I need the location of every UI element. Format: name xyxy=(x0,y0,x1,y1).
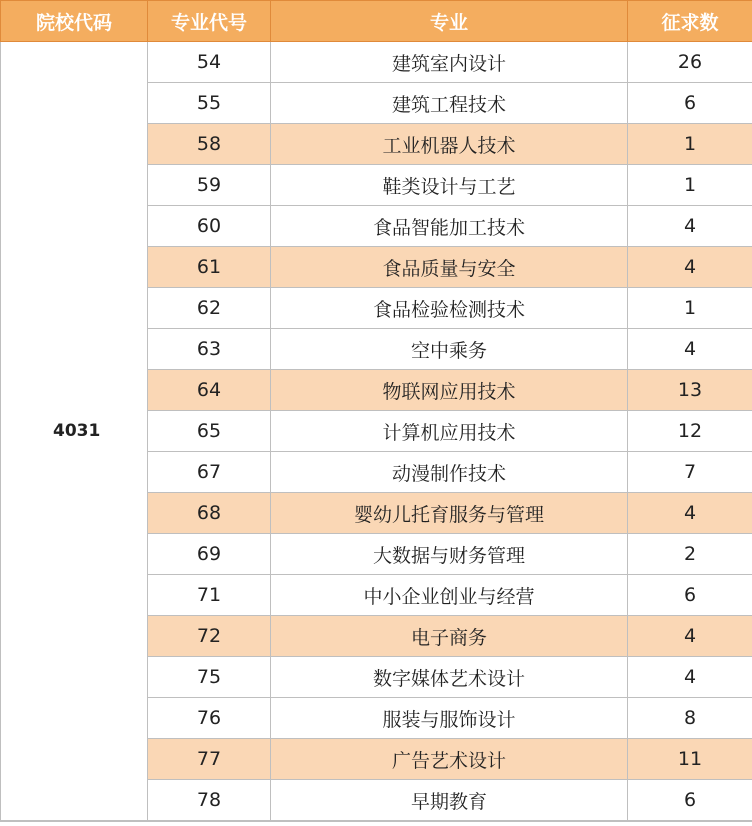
count-cell: 4 xyxy=(628,329,752,370)
major-code-cell: 65 xyxy=(148,411,271,452)
major-code-cell: 61 xyxy=(148,247,271,288)
major-name-cell: 早期教育 xyxy=(271,780,628,821)
major-name-cell: 鞋类设计与工艺 xyxy=(271,165,628,206)
major-name-cell: 物联网应用技术 xyxy=(271,370,628,411)
table-row xyxy=(1,42,752,83)
major-code-cell: 59 xyxy=(148,165,271,206)
count-cell: 1 xyxy=(628,165,752,206)
major-code-cell: 64 xyxy=(148,370,271,411)
major-code-cell: 77 xyxy=(148,739,271,780)
major-name-cell: 食品检验检测技术 xyxy=(271,288,628,329)
count-cell: 6 xyxy=(628,83,752,124)
count-cell: 4 xyxy=(628,247,752,288)
major-name-cell: 工业机器人技术 xyxy=(271,124,628,165)
major-code-cell: 78 xyxy=(148,780,271,821)
major-code-cell: 71 xyxy=(148,575,271,616)
major-name-cell: 大数据与财务管理 xyxy=(271,534,628,575)
major-name-cell: 广告艺术设计 xyxy=(271,739,628,780)
header-count: 征求数 xyxy=(628,1,752,42)
count-cell: 6 xyxy=(628,780,752,821)
count-cell: 4 xyxy=(628,657,752,698)
major-name-cell: 电子商务 xyxy=(271,616,628,657)
major-name-cell: 食品质量与安全 xyxy=(271,247,628,288)
major-code-cell: 60 xyxy=(148,206,271,247)
count-cell: 4 xyxy=(628,616,752,657)
count-cell: 11 xyxy=(628,739,752,780)
major-code-cell: 54 xyxy=(148,42,271,83)
major-code-cell: 75 xyxy=(148,657,271,698)
major-name-cell: 动漫制作技术 xyxy=(271,452,628,493)
count-cell: 8 xyxy=(628,698,752,739)
major-code-cell: 69 xyxy=(148,534,271,575)
major-code-cell: 68 xyxy=(148,493,271,534)
header-major: 专业 xyxy=(271,1,628,42)
header-major-code: 专业代号 xyxy=(148,1,271,42)
major-code-cell: 58 xyxy=(148,124,271,165)
major-name-cell: 中小企业创业与经营 xyxy=(271,575,628,616)
count-cell: 4 xyxy=(628,206,752,247)
major-name-cell: 计算机应用技术 xyxy=(271,411,628,452)
major-code-cell: 67 xyxy=(148,452,271,493)
count-cell: 26 xyxy=(628,42,752,83)
major-code-cell: 63 xyxy=(148,329,271,370)
major-code-cell: 76 xyxy=(148,698,271,739)
major-name-cell: 建筑室内设计 xyxy=(271,42,628,83)
major-code-cell: 72 xyxy=(148,616,271,657)
school-code-cell: 4031 xyxy=(1,42,148,821)
major-name-cell: 建筑工程技术 xyxy=(271,83,628,124)
count-cell: 4 xyxy=(628,493,752,534)
major-name-cell: 空中乘务 xyxy=(271,329,628,370)
table-bottom-edge xyxy=(0,821,752,826)
count-cell: 12 xyxy=(628,411,752,452)
header-school-code: 院校代码 xyxy=(1,1,148,42)
major-name-cell: 婴幼儿托育服务与管理 xyxy=(271,493,628,534)
count-cell: 1 xyxy=(628,288,752,329)
major-name-cell: 食品智能加工技术 xyxy=(271,206,628,247)
major-name-cell: 服装与服饰设计 xyxy=(271,698,628,739)
major-name-cell: 数字媒体艺术设计 xyxy=(271,657,628,698)
major-code-cell: 62 xyxy=(148,288,271,329)
count-cell: 2 xyxy=(628,534,752,575)
count-cell: 7 xyxy=(628,452,752,493)
count-cell: 1 xyxy=(628,124,752,165)
major-code-cell: 55 xyxy=(148,83,271,124)
count-cell: 13 xyxy=(628,370,752,411)
count-cell: 6 xyxy=(628,575,752,616)
header-row xyxy=(1,1,752,42)
